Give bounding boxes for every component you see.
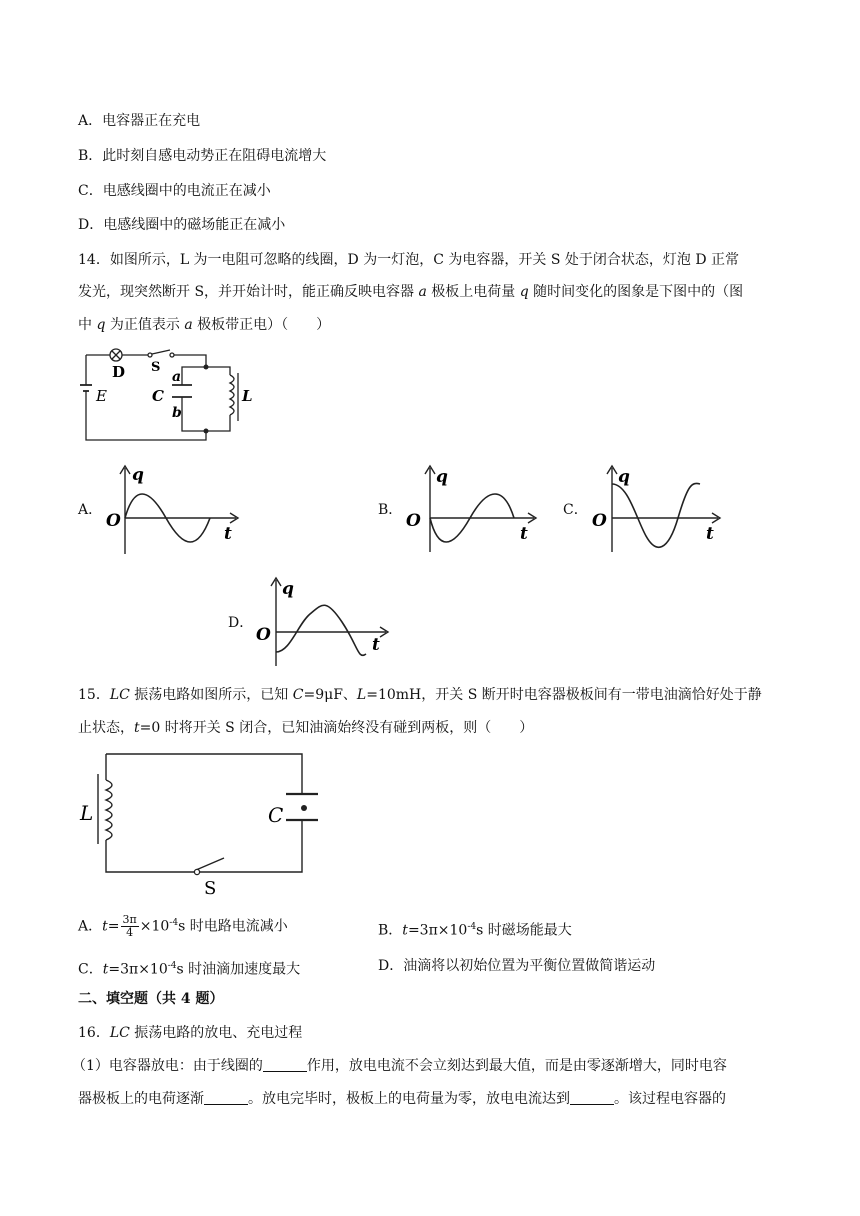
q14-circuit-label-d: D [112,363,126,381]
q14-graph-b-axis-q: q [436,467,448,487]
q15-option-c: C．$t=3\pi\times 10^{-4}s$ 时油滴加速度最大 [78,961,301,978]
q15-circuit-label-c: C [268,803,284,827]
q14-graph-c-origin: O [592,511,607,531]
q14-circuit-label-c: C [152,387,164,405]
q15-circuit-label-l: L [80,801,94,825]
q14-graph-a-origin: O [106,511,121,531]
q14-graph-d [252,574,397,669]
q15-circuit-diagram [78,748,328,898]
q14-graph-c [588,462,728,557]
q14-stem-line2: 发光，现突然断开 S，并开始计时，能正确反映电容器 a 极板上电荷量 q 随时间变化的图象是下图中的（图 [78,284,744,300]
q14-circuit-label-a: a [172,369,182,385]
q15-stem-line2: 止状态，t=0 时将开关 S 闭合，已知油滴始终没有碰到两板，则（ ） [78,720,534,736]
q16-blank-1[interactable] [263,1057,307,1072]
q15-option-a: A．t= $\frac{3\pi}{4}$ $\times 10^{-4}s$ 时电路电流减小 [78,913,288,940]
q14-option-a-label: A． [78,502,103,518]
q14-circuit-label-b: b [172,405,182,421]
q15-option-d: D．油滴将以初始位置为平衡位置做简谐运动 [378,958,656,974]
q14-graph-d-origin: O [256,625,271,645]
q14-option-b-label: B． [378,502,403,518]
q16-title: 16．LC 振荡电路的放电、充电过程 [78,1025,303,1041]
q14-graph-b-axis-t: t [520,524,528,544]
q14-graph-c-axis-q: q [618,467,630,487]
q15-option-a-fraction: $\frac{3\pi}{4}$ [122,913,137,940]
q14-stem-line1: 14．如图所示，L 为一电阻可忽略的线圈，D 为一灯泡，C 为电容器，开关 S 处于闭合状态，灯泡 D 正常 [78,252,740,268]
q14-graph-b-origin: O [406,511,421,531]
q14-circuit-diagram [78,345,258,445]
q14-graph-a-axis-t: t [224,524,232,544]
section-heading-fill-in: 二、填空题（共 4 题） [78,991,224,1007]
q14-graph-a [98,462,243,557]
q14-stem-line3: 中 q 为正值表示 a 极板带正电）（ ） [78,317,331,333]
q14-graph-a-axis-q: q [132,465,144,485]
q14-graph-c-axis-t: t [706,524,714,544]
q16-blank-2[interactable] [204,1090,248,1105]
q14-circuit-label-s: S [151,360,161,375]
q14-graph-d-axis-q: q [282,579,294,599]
q15-stem-line1: 15．LC 振荡电路如图所示，已知 C=9μF、L=10mH，开关 S 断开时电容器极板间有一带电油滴恰好处于静 [78,687,762,703]
q14-graph-d-axis-t: t [372,635,380,655]
q14-option-d-label: D． [228,615,254,631]
q13-option-a: A．电容器正在充电 [78,113,201,129]
q16-blank-3[interactable] [570,1090,614,1105]
q14-circuit-label-l: L [242,387,253,405]
q15-circuit-label-s: S [204,878,217,898]
q13-option-d: D．电感线圈中的磁场能正在减小 [78,217,286,233]
q16-paragraph-line2: 器极板上的电荷逐渐 。放电完毕时，极板上的电荷量为零，放电电流达到 。该过程电容器的 [78,1091,726,1107]
q13-option-b: B．此时刻自感电动势正在阻碍电流增大 [78,148,327,164]
q14-option-c-label: C． [563,502,588,518]
q14-circuit-label-e: E [96,387,107,405]
q14-graph-b [398,462,543,557]
q15-option-b: B．$t=3\pi\times 10^{-4}s$ 时磁场能最大 [378,922,572,939]
q16-paragraph-line1: （1）电容器放电：由于线圈的 作用，放电电流不会立刻达到最大值，而是由零逐渐增大，同时电容 [72,1058,727,1074]
q13-option-c: C．电感线圈中的电流正在减小 [78,183,271,199]
